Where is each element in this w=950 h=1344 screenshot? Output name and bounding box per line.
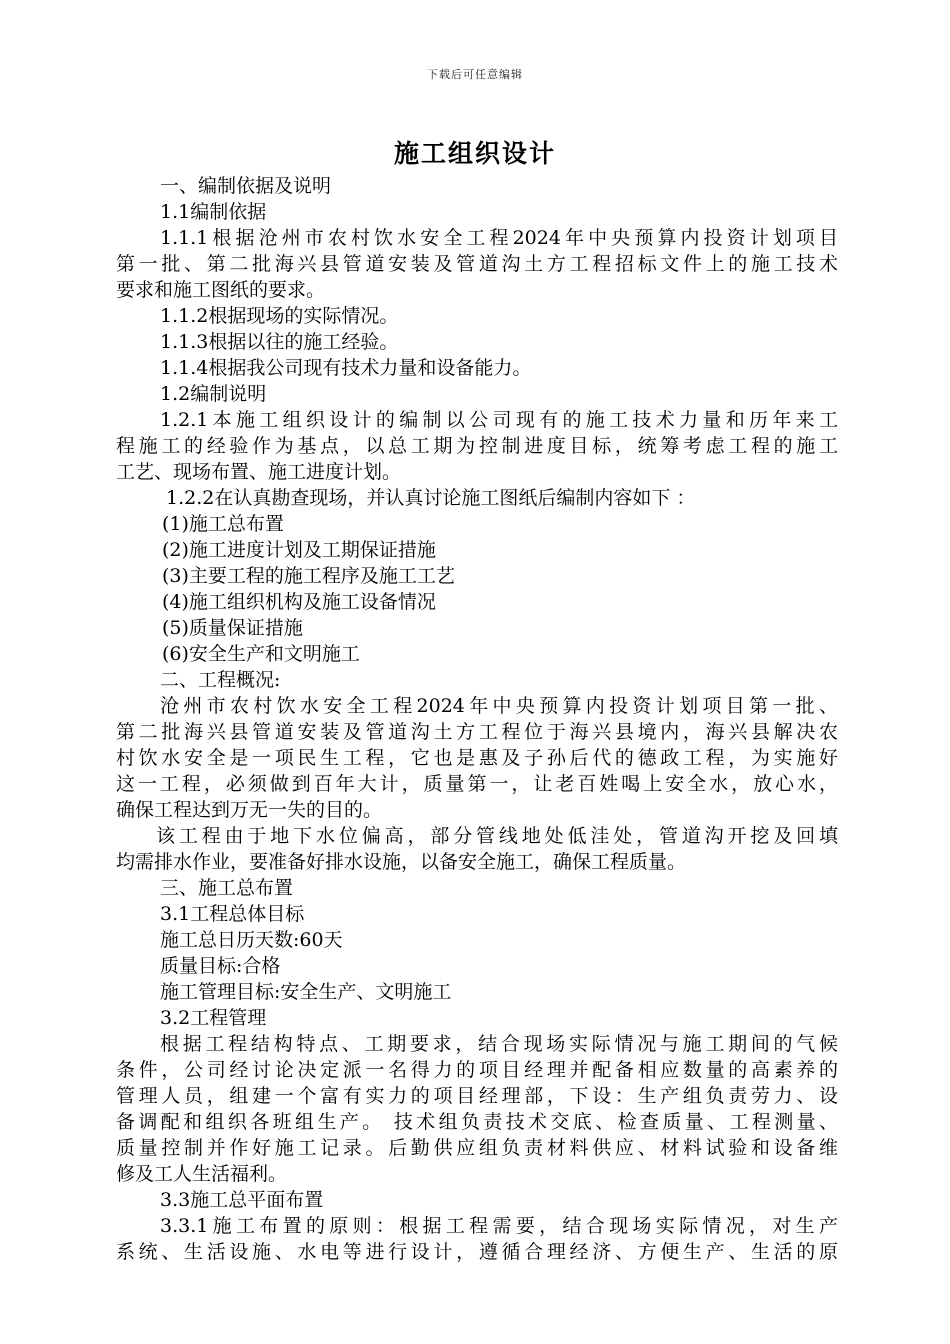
paragraph-line: 1.1.3根据以往的施工经验。 — [160, 331, 399, 353]
paragraph-line: 3.3.1施工布置的原则：根据工程需要，结合现场实际情况，对生产 — [160, 1215, 838, 1237]
paragraph-line: (5)质量保证措施 — [162, 617, 303, 639]
paragraph-line: 1.1编制依据 — [160, 201, 267, 223]
paragraph-line: 三、施工总布置 — [160, 877, 294, 899]
paragraph-line: 3.2工程管理 — [160, 1007, 267, 1029]
paragraph-line: 3.3施工总平面布置 — [160, 1189, 324, 1211]
paragraph-line: 1.1.4根据我公司现有技术力量和设备能力。 — [160, 357, 532, 379]
paragraph-line: 质量目标:合格 — [160, 955, 281, 977]
paragraph-line: 备调配和组织各班组生产。 技术组负责技术交底、检查质量、工程测量、 — [116, 1111, 838, 1133]
paragraph-line: 3.1工程总体目标 — [160, 903, 305, 925]
paragraph-line: 施工总日历天数:60天 — [160, 929, 343, 951]
paragraph-line: 系统、生活设施、水电等进行设计，遵循合理经济、方便生产、生活的原 — [116, 1241, 838, 1263]
paragraph-line: 1.1.1根据沧州市农村饮水安全工程2024年中央预算内投资计划项目 — [160, 227, 838, 249]
paragraph-line: 这一工程，必须做到百年大计，质量第一，让老百姓喝上安全水，放心水， — [116, 773, 838, 795]
paragraph-line: (1)施工总布置 — [162, 513, 284, 535]
paragraph-line: 管理人员，组建一个富有实力的项目经理部，下设：生产组负责劳力、设 — [116, 1085, 838, 1107]
paragraph-line: 修及工人生活福利。 — [116, 1163, 288, 1185]
paragraph-line: 要求和施工图纸的要求。 — [116, 279, 326, 301]
header-note: 下载后可任意编辑 — [427, 68, 523, 81]
paragraph-line: 1.1.2根据现场的实际情况。 — [160, 305, 399, 327]
paragraph-line: 质量控制并作好施工记录。后勤供应组负责材料供应、材料试验和设备维 — [116, 1137, 838, 1159]
document-body — [116, 173, 838, 1265]
paragraph-line: 该工程由于地下水位偏高，部分管线地处低洼处，管道沟开挖及回填 — [156, 825, 838, 847]
paragraph-line: 根据工程结构特点、工期要求，结合现场实际情况与施工期间的气候 — [160, 1033, 838, 1055]
paragraph-line: (3)主要工程的施工程序及施工工艺 — [162, 565, 455, 587]
paragraph-line: 程施工的经验作为基点，以总工期为控制进度目标，统筹考虑工程的施工 — [116, 435, 838, 457]
paragraph-line: (6)安全生产和文明施工 — [162, 643, 360, 665]
paragraph-line: 条件，公司经讨论决定派一名得力的项目经理并配备相应数量的高素养的 — [116, 1059, 838, 1081]
paragraph-line: 第一批、第二批海兴县管道安装及管道沟土方工程招标文件上的施工技术 — [116, 253, 838, 275]
paragraph-line: 一、编制依据及说明 — [160, 175, 332, 197]
document-title: 施工组织设计 — [393, 139, 556, 168]
paragraph-line: 1.2编制说明 — [160, 383, 267, 405]
paragraph-line: 确保工程达到万无一失的目的。 — [116, 799, 383, 821]
paragraph-line: (2)施工进度计划及工期保证措施 — [162, 539, 436, 561]
paragraph-line: 村饮水安全是一项民生工程，它也是惠及子孙后代的德政工程，为实施好 — [116, 747, 838, 769]
paragraph-line: 施工管理目标:安全生产、文明施工 — [160, 981, 452, 1003]
paragraph-line: 工艺、现场布置、施工进度计划。 — [116, 461, 402, 483]
paragraph-line: 1.2.1本施工组织设计的编制以公司现有的施工技术力量和历年来工 — [160, 409, 838, 431]
paragraph-line: 均需排水作业，要准备好排水设施，以备安全施工，确保工程质量。 — [116, 851, 687, 873]
paragraph-line: 二、工程概况: — [160, 669, 281, 691]
paragraph-line: (4)施工组织机构及施工设备情况 — [162, 591, 436, 613]
paragraph-line: 沧州市农村饮水安全工程2024年中央预算内投资计划项目第一批、 — [160, 695, 838, 717]
paragraph-line: 1.2.2在认真勘查现场，并认真讨论施工图纸后编制内容如下 ： — [166, 487, 696, 509]
paragraph-line: 第二批海兴县管道安装及管道沟土方工程位于海兴县境内，海兴县解决农 — [116, 721, 838, 743]
